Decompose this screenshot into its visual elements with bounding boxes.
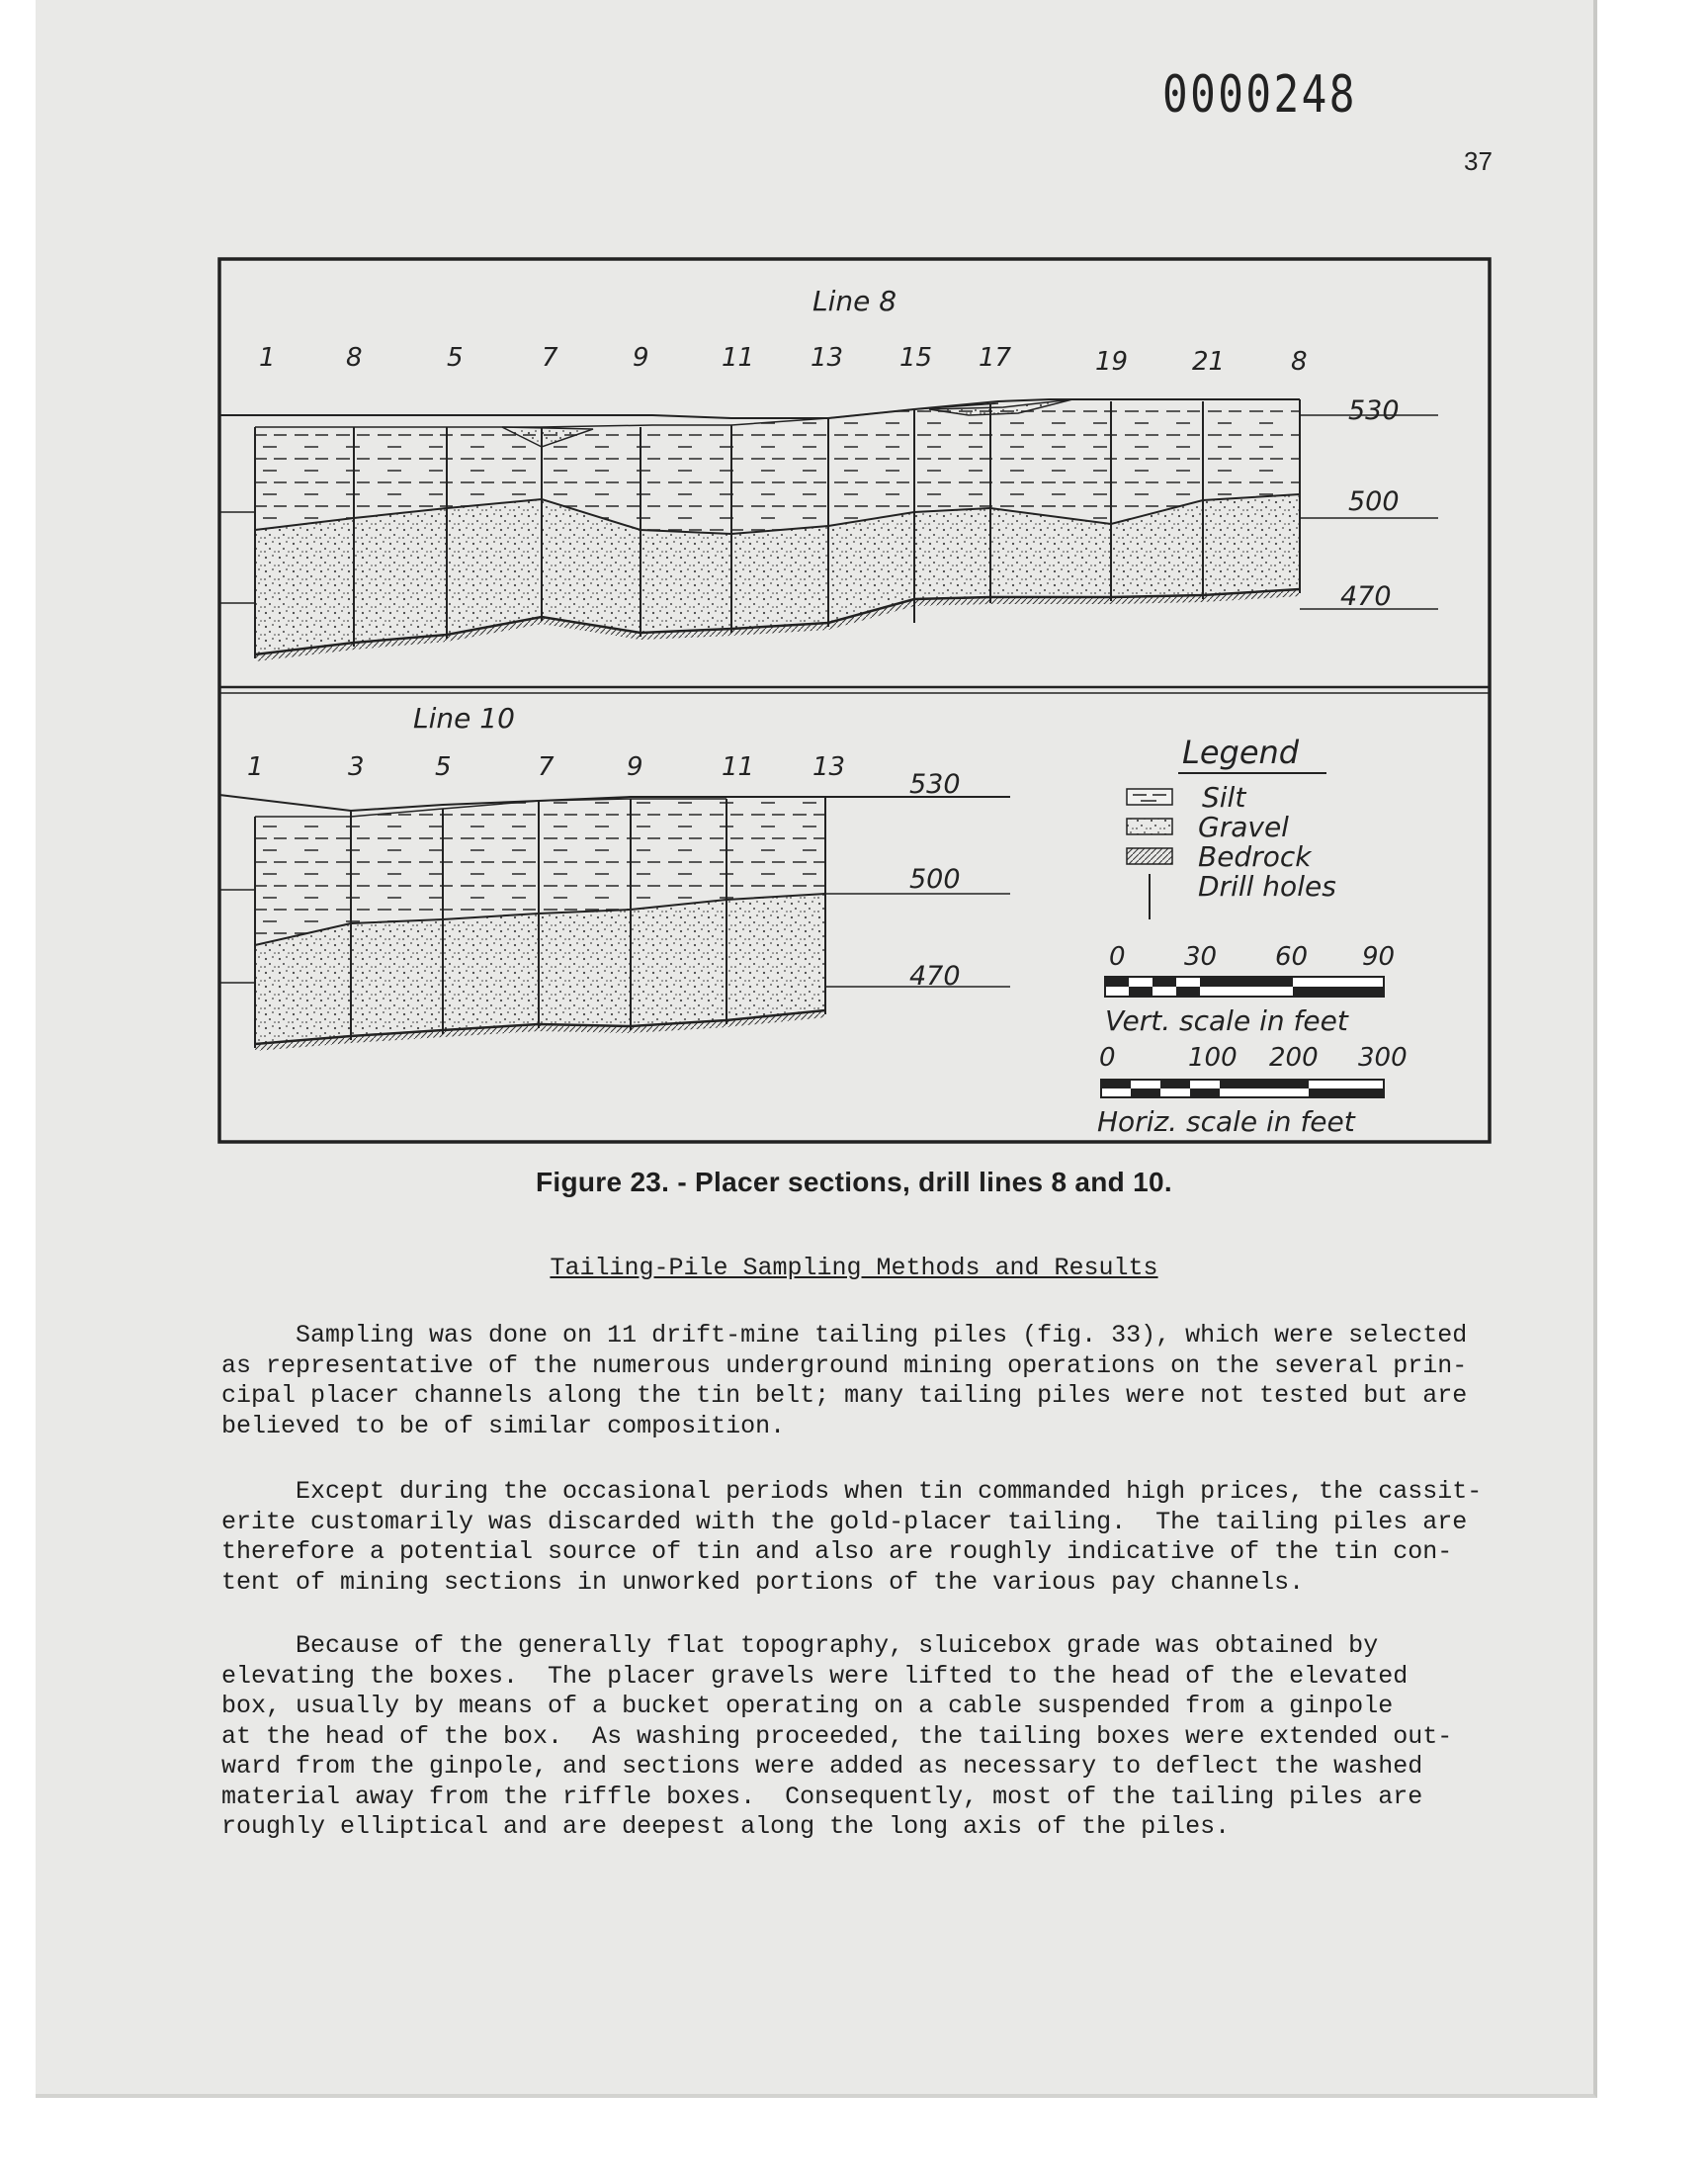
body-paragraph: Sampling was done on 11 drift-mine tailing piles (fig. 33), which were selected as representative of the numerous underground mining operations on the several prin- cipal placer channels along the tin belt; many tailing piles were not tested but are believed to be of similar composition. xyxy=(221,1321,1468,1440)
legend-item-drill-holes: Drill holes xyxy=(1198,870,1336,903)
line8-title: Line 8 xyxy=(812,285,897,317)
line8-hole-label: 11 xyxy=(722,343,755,373)
line10-title: Line 10 xyxy=(413,702,515,735)
line8-hole-label: 15 xyxy=(899,343,933,373)
body-paragraph: Because of the generally flat topography, sluicebox grade was obtained by elevating the boxes. The placer gravels were lifted to the head of the elevated box, usually by means of a bucket operating on a cable suspended from a ginpole at the head of the box. As washing proceeded, the tailing boxes were extended out- ward from the ginpole, and sections were added as necessary to deflect the washed material away from the riffle boxes. Consequently, most of the tailing piles are roughly elliptical and are deepest along the long axis of the piles. xyxy=(221,1631,1453,1841)
line8-hole-label: 21 xyxy=(1192,347,1226,377)
horiz-scale-tick: 0 xyxy=(1099,1043,1116,1073)
line8-hole-label: 8 xyxy=(346,343,363,373)
line8-hole-label: 9 xyxy=(633,343,649,373)
line8-hole-labels xyxy=(259,343,1308,377)
legend-item-bedrock: Bedrock xyxy=(1198,840,1312,873)
line8-hole-label: 5 xyxy=(447,343,464,373)
horiz-scale-label: Horiz. scale in feet xyxy=(1097,1105,1355,1138)
elevation-label: 500 xyxy=(1348,486,1400,517)
gravel-swatch-icon xyxy=(1127,819,1172,834)
line8-hole-label: 1 xyxy=(259,343,276,373)
elevation-label: 530 xyxy=(909,769,961,800)
document-number: 0000248 xyxy=(1162,65,1357,125)
line-8-section xyxy=(219,285,1438,658)
horiz-scale-tick: 200 xyxy=(1269,1043,1319,1073)
elevation-label: 500 xyxy=(909,864,961,895)
line10-hole-label: 13 xyxy=(812,752,846,782)
line8-elevation-labels xyxy=(1340,395,1400,612)
vert-scale-tick: 90 xyxy=(1362,942,1396,972)
body-paragraph: Except during the occasional periods when tin commanded high prices, the cassit- erite customarily was discarded with the gold-placer tailing. The tailing piles are therefore a potential source of tin and also are roughly indicative of the tin con- tent of mining sections in unworked portions of the various pay channels. xyxy=(221,1477,1483,1597)
page-number: 37 xyxy=(1464,146,1493,176)
line8-hole-label: 19 xyxy=(1095,347,1129,377)
line8-hole-label: 7 xyxy=(542,343,558,373)
line8-hole-label: 13 xyxy=(811,343,844,373)
line10-hole-label: 9 xyxy=(627,752,643,782)
elevation-label: 470 xyxy=(1340,581,1392,612)
bedrock-swatch-icon xyxy=(1127,848,1172,864)
line10-hole-labels xyxy=(247,752,845,782)
vert-scale-tick: 60 xyxy=(1275,942,1309,972)
figure-caption: Figure 23. - Placer sections, drill lines 8 and 10. xyxy=(536,1167,1172,1197)
horiz-scale-tick: 300 xyxy=(1358,1043,1408,1073)
vert-scale-label: Vert. scale in feet xyxy=(1105,1004,1348,1037)
line10-hole-label: 7 xyxy=(538,752,555,782)
line10-hole-label: 3 xyxy=(348,752,365,782)
elevation-label: 530 xyxy=(1348,395,1400,426)
line-10-section xyxy=(219,702,1010,1048)
section-heading: Tailing-Pile Sampling Methods and Results xyxy=(550,1254,1158,1282)
legend xyxy=(1127,734,1336,919)
line10-hole-label: 5 xyxy=(435,752,452,782)
legend-item-silt: Silt xyxy=(1202,781,1246,814)
line10-hole-label: 1 xyxy=(247,752,264,782)
vertical-scale xyxy=(1105,942,1395,1037)
line8-hole-label: 17 xyxy=(979,343,1012,373)
elevation-label: 470 xyxy=(909,961,961,992)
horiz-scale-tick: 100 xyxy=(1188,1043,1238,1073)
line10-elevation-labels xyxy=(909,769,961,992)
vert-scale-tick: 30 xyxy=(1184,942,1218,972)
horizontal-scale xyxy=(1097,1043,1408,1138)
line10-hole-label: 11 xyxy=(722,752,755,782)
silt-swatch-icon xyxy=(1127,789,1172,805)
vert-scale-tick: 0 xyxy=(1109,942,1126,972)
line8-hole-label: 8 xyxy=(1291,347,1308,377)
legend-title: Legend xyxy=(1182,734,1300,771)
legend-item-gravel: Gravel xyxy=(1198,811,1289,843)
